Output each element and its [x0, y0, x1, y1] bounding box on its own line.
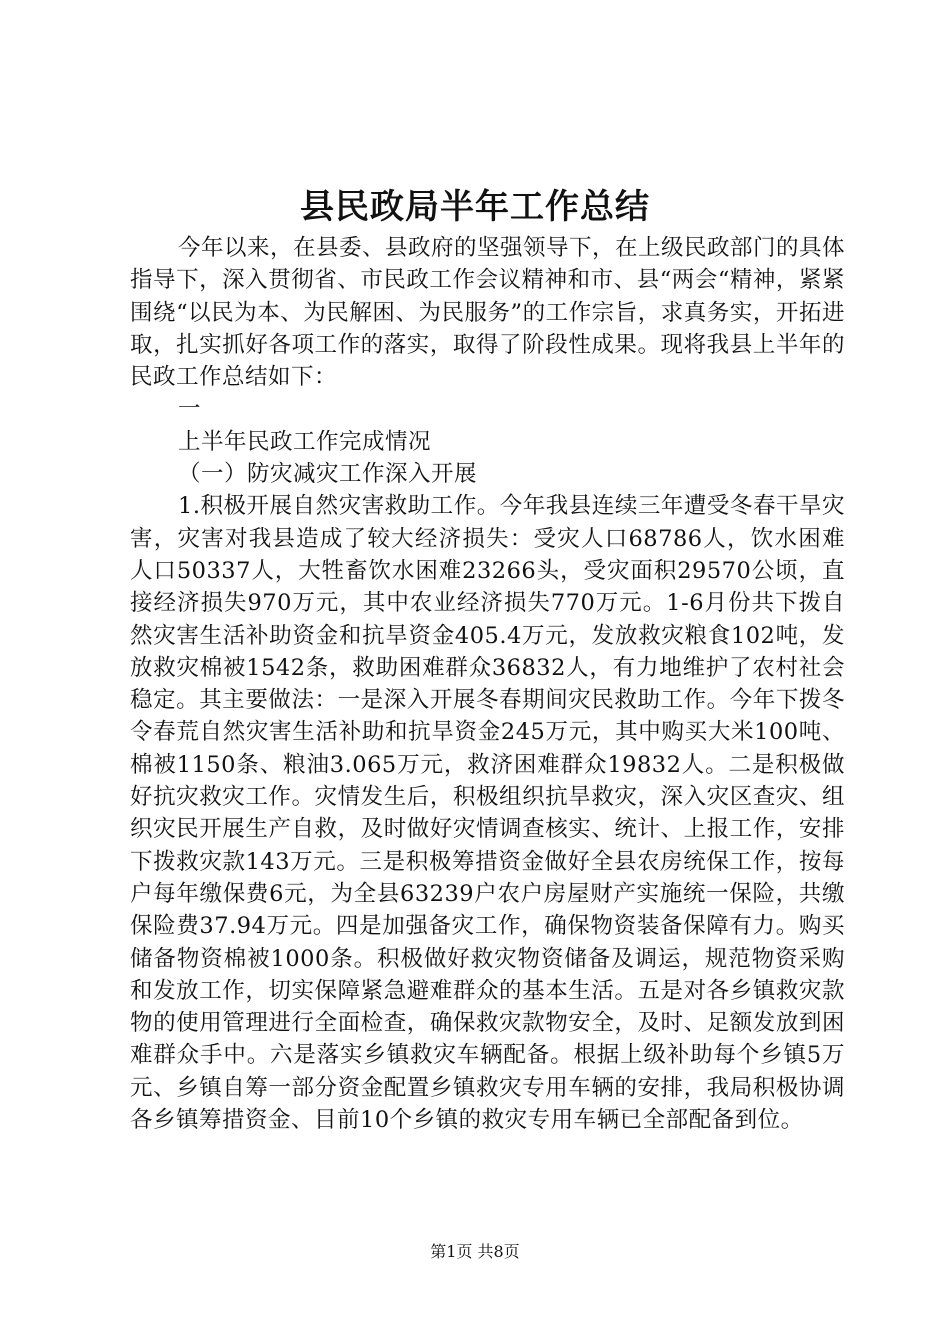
subsection-heading: （一）防灾减灾工作深入开展 [178, 461, 478, 488]
document-body [130, 232, 845, 1136]
section-number: 一 [178, 396, 202, 423]
intro-paragraph: 今年以来，在县委、县政府的坚强领导下，在上级民政部门的具体指导下，深入贯彻省、市民政工作会议精神和市、县“两会“精神，紧紧围绕“以民为本、为民解困、为民服务”的工作宗旨，求真务实，开拓进取，扎实抓好各项工作的落实，取得了阶段性成果。现将我县上半年的民政工作总结如下： [130, 235, 846, 391]
page-footer: 第1页 共8页 [430, 1242, 520, 1261]
section-heading: 上半年民政工作完成情况 [178, 428, 432, 455]
document-title: 县民政局半年工作总结 [300, 187, 650, 227]
body-paragraph: 1.积极开展自然灾害救助工作。今年我县连续三年遭受冬春干旱灾害，灾害对我县造成了较大经济损失：受灾人口68786人，饮水困难人口50337人，大牲畜饮水困难23266头，受灾面积29570公顷，直接经济损失970万元，其中农业经济损失770万元。1-6月份共下拨自然灾害生活补助资金和抗旱资金405.4万元，发放救灾粮食102吨，发放救灾棉被1542条，救助困难群众36832人，有力地维护了农村社会稳定。其主要做法：一是深入开展冬春期间灾民救助工作。今年下拨冬令春荒自然灾害生活补助和抗旱资金245万元，其中购买大米100吨、棉被1150条、粮油3.065万元，救济困难群众19832人。二是积极做好抗灾救灾工作。灾情发生后，积极组织抗旱救灾，深入灾区查灾、组织灾民开展生产自救，及时做好灾情调查核实、统计、上报工作，安排下拨救灾款143万元。三是积极筹措资金做好全县农房统保工作，按每户每年缴保费6元，为全县63239户农户房屋财产实施统一保险，共缴保险费37.94万元。四是加强备灾工作，确保物资装备保障有力。购买储备物资棉被1000条。积极做好救灾物资储备及调运，规范物资采购和发放工作，切实保障紧急避难群众的基本生活。五是对各乡镇救灾款物的使用管理进行全面检查，确保救灾款物安全，及时、足额发放到困难群众手中。六是落实乡镇救灾车辆配备。根据上级补助每个乡镇5万元、乡镇自筹一部分资金配置乡镇救灾专用车辆的安排，我局积极协调各乡镇筹措资金、目前10个乡镇的救灾专用车辆已全部配备到位。 [130, 493, 845, 1134]
